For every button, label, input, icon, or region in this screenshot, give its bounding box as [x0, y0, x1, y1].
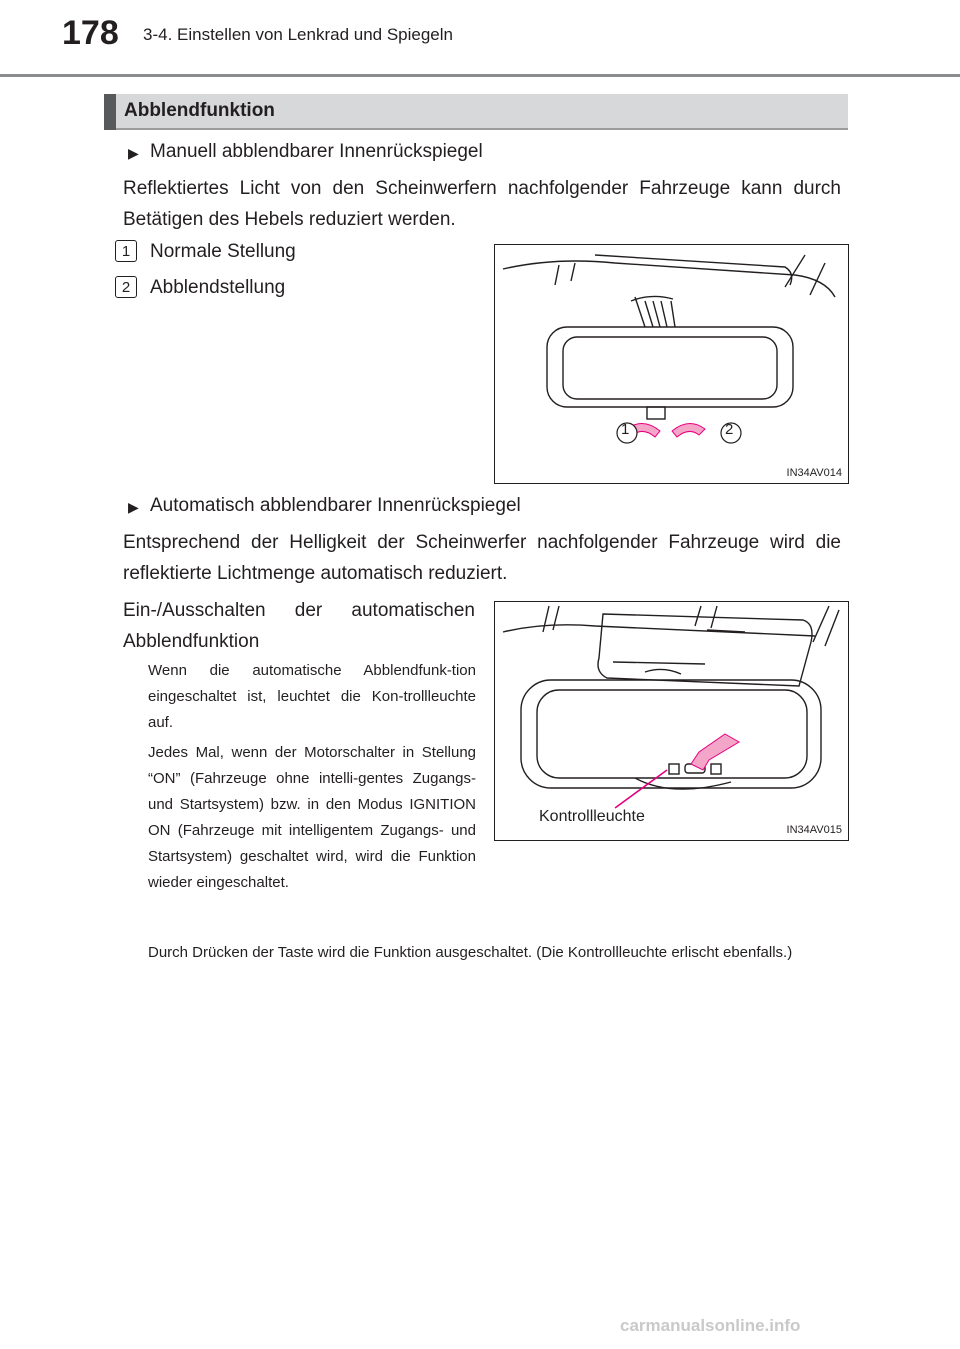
auto-mirror-figure — [494, 601, 849, 841]
header-divider — [0, 74, 960, 77]
auto-subheading: Ein-/Ausschalten der automatischen Abblendfunktion — [123, 600, 475, 652]
indicator-leader-line — [615, 770, 667, 808]
auto-note-1: Wenn die automatische Abblendfunk-tion eingeschaltet ist, leuchtet die Kon-trollleuchte auf. — [148, 662, 476, 731]
auto-mirror-illustration — [495, 602, 848, 840]
manual-mirror-figure — [494, 244, 849, 484]
manual-heading-row — [128, 145, 139, 163]
auto-note-2: Jedes Mal, wenn der Motorschalter in Stellung “ON” (Fahrzeuge ohne intelli-gentes Zugangs- und Startsystem) bzw. in den Modus IGNITION ON (Fahrzeuge mit intelligentem Zugangs- und Startsystem) geschaltet wird, wird die Funktion wieder eingeschaltet. — [148, 744, 476, 891]
manual-description: Reflektiertes Licht von den Scheinwerfern nachfolgender Fahrzeuge kann durch Betätigen des Hebels reduziert werden. — [123, 178, 841, 230]
chapter-title: 3-4. Einstellen von Lenkrad und Spiegeln — [143, 25, 453, 44]
section-title: Abblendfunktion — [124, 100, 275, 121]
figure-callout-2: 2 — [725, 421, 734, 438]
page-number: 178 — [62, 14, 119, 52]
auto-description: Entsprechend der Helligkeit der Scheinwerfer nachfolgender Fahrzeuge wird die reflektierte Lichtmenge automatisch reduziert. — [123, 532, 841, 584]
item-label-dim: Abblendstellung — [150, 277, 286, 298]
item-number-1: 1 — [115, 240, 137, 262]
auto-heading-row — [128, 499, 139, 517]
section-bar-accent — [104, 94, 116, 130]
item-number-2: 2 — [115, 276, 137, 298]
auto-heading: Automatisch abblendbarer Innenrückspiegel — [150, 495, 521, 516]
triangle-bullet-icon: ▶ — [128, 499, 139, 515]
figure-code: IN34AV014 — [786, 467, 842, 479]
indicator-label: Kontrollleuchte — [539, 808, 645, 825]
triangle-bullet-icon: ▶ — [128, 145, 139, 161]
auto-note-3: Durch Drücken der Taste wird die Funktion ausgeschaltet. (Die Kontrollleuchte erlischt ebenfalls.) — [148, 944, 793, 961]
figure-callout-1: 1 — [621, 421, 630, 438]
footer-watermark: carmanualsonline.info — [620, 1316, 801, 1335]
manual-mirror-illustration — [495, 245, 848, 483]
manual-heading: Manuell abblendbarer Innenrückspiegel — [150, 141, 483, 162]
item-label-normal: Normale Stellung — [150, 241, 296, 262]
figure-code: IN34AV015 — [786, 824, 842, 836]
